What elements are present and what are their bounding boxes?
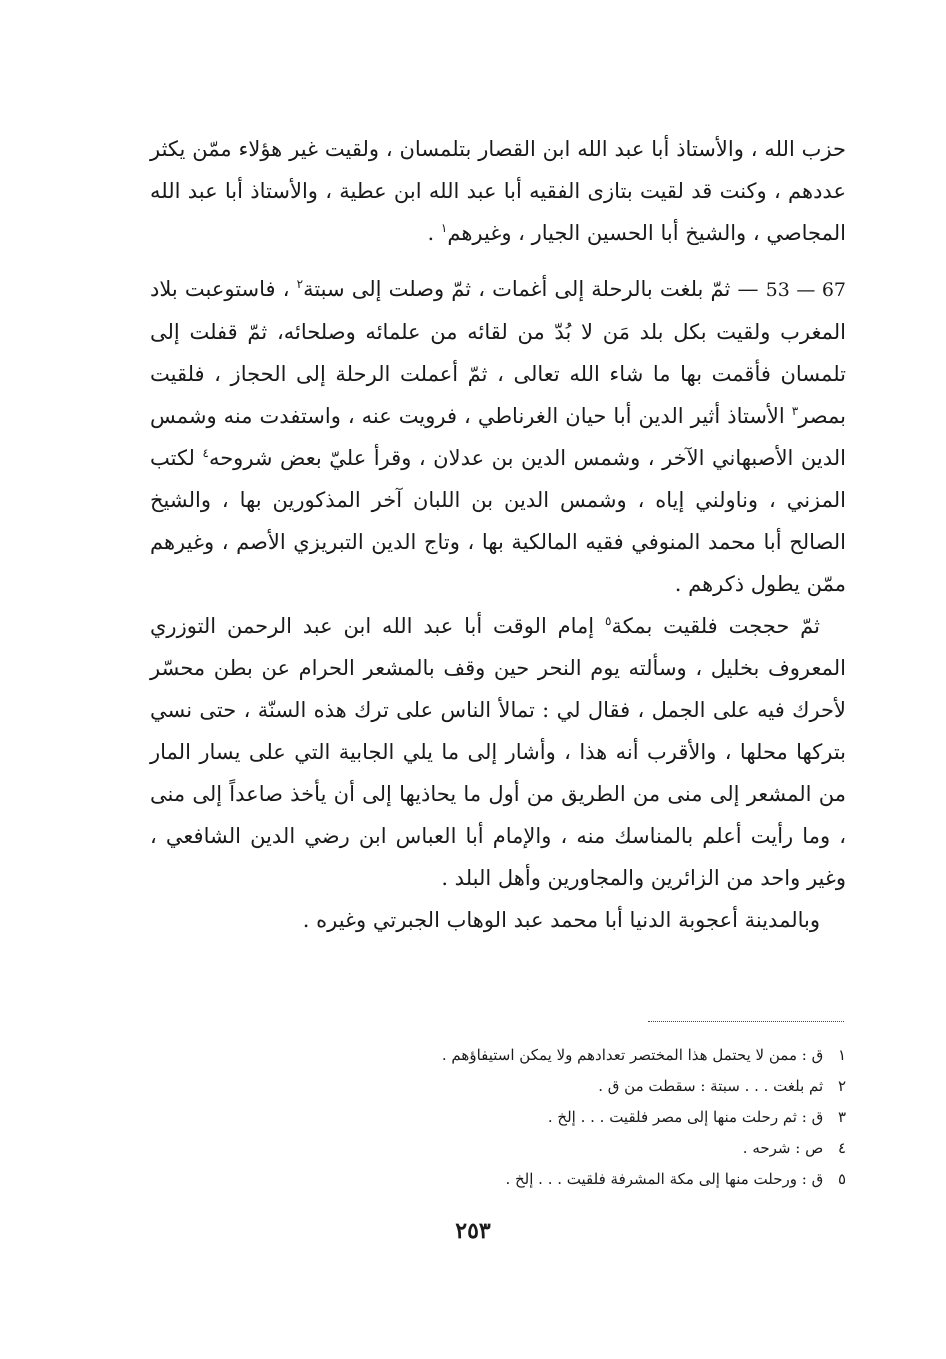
footnote-ref-4: ٤ <box>202 446 209 460</box>
footnote-3 <box>300 1102 846 1133</box>
footnote-ref-2: ٢ <box>296 277 304 291</box>
paragraph-2-text-c: الأستاذ أثير الدين أبا حيان الغرناطي ، فرويت عنه ، واستفدت منه وشمس الدين الأصبهاني الآخر ، وشمس الدين بن عدلان ، وقرأ عليّ بعض شروحه <box>150 404 846 470</box>
paragraph-2 <box>150 268 846 605</box>
paragraph-3 <box>150 605 846 899</box>
footnote-5 <box>300 1164 846 1195</box>
footnote-4 <box>300 1133 846 1164</box>
footnote-number: ٥ <box>837 1170 846 1188</box>
paragraph-1-text: حزب الله ، والأستاذ أبا عبد الله ابن القصار بتلمسان ، ولقيت غير هؤلاء ممّن يكثر عددهم ، وكنت قد لقيت بتازى الفقيه أبا عبد الله ابن عطية ، والأستاذ أبا عبد الله المجاصي ، والشيخ أبا الحسين الجيار ، وغيرهم <box>150 137 846 245</box>
footnote-text: ق : ممن لا يحتمل هذا المختصر تعدادهم ولا يمكن استيفاؤهم . <box>441 1046 824 1064</box>
paragraph-3-text-b: إمام الوقت أبا عبد الله ابن عبد الرحمن التوزري المعروف بخليل ، وسألته يوم النحر حين وقف بالمشعر الحرام عن بطن محسّر لأحرك فيه على الجمل ، فقال لي : تمالأ الناس على ترك هذه السنّة ، حتى نسي بتركها محلها ، والأقرب أنه هذا ، وأشار إلى ما يلي الجابية التي على يسار المار من المشعر إلى منى من الطريق من أول ما يحاذيها إلى أن يأخذ صاعداً إلى منى ، وما رأيت أعلم بالمناسك منه ، والإمام أبا العباس ابن رضي الدين الشافعي ، وغير واحد من الزائرين والمجاورين وأهل البلد . <box>150 614 846 890</box>
footnote-text: ثم بلغت . . . سبتة : سقطت من ق . <box>598 1077 824 1095</box>
footnote-number: ٢ <box>837 1077 846 1095</box>
footnote-text: ق : ورحلت منها إلى مكة المشرفة فلقيت . . . إلخ . <box>505 1170 824 1188</box>
footnote-text: ق : ثم رحلت منها إلى مصر فلقيت . . . إلخ . <box>547 1108 824 1126</box>
footnote-number: ٤ <box>837 1139 846 1157</box>
main-text <box>150 128 846 941</box>
footnote-2 <box>300 1071 846 1102</box>
paragraph-2-text-d: لكتب المزني ، وناولني إياه ، وشمس الدين بن اللبان آخر المذكورين بها ، والشيخ الصالح أبا محمد المنوفي فقيه المالكية بها ، وتاج الدين التبريزي الأصم ، وغيرهم ممّن يطول ذكرهم . <box>150 446 846 596</box>
footnote-ref-3: ٣ <box>791 404 799 418</box>
footnote-separator <box>648 1021 844 1022</box>
paragraph-number: 53 — 67 <box>765 279 846 301</box>
footnote-number: ١ <box>837 1046 846 1064</box>
paragraph-1-end: . <box>427 221 441 245</box>
paragraph-4: وبالمدينة أعجوبة الدنيا أبا محمد عبد الوهاب الجبرتي وغيره . <box>302 908 820 932</box>
footnote-number: ٣ <box>837 1108 846 1126</box>
paragraph-1 <box>150 128 846 254</box>
footnote-1 <box>300 1040 846 1071</box>
footnotes <box>300 1040 846 1195</box>
paragraph-2-text-a: — ثمّ بلغت بالرحلة إلى أغمات ، ثمّ وصلت إلى سبتة <box>303 277 766 301</box>
footnote-ref-1: ١ <box>440 221 448 235</box>
footnote-text: ص : شرحه . <box>742 1139 824 1157</box>
page-number: ٢٥٣ <box>455 1218 491 1244</box>
paragraph-3-text-a: ثمّ حججت فلقيت بمكة <box>611 614 820 638</box>
paragraph-2-text-b: ، فاستوعبت بلاد المغرب ولقيت بكل بلد مَن لا بُدّ من لقائه من علمائه وصلحائه، ثمّ قفلت إلى تلمسان فأقمت بها ما شاء الله تعالى ، ثمّ أعملت الرحلة إلى الحجاز ، فلقيت بمصر <box>150 277 846 428</box>
footnote-ref-5: ٥ <box>605 614 612 628</box>
